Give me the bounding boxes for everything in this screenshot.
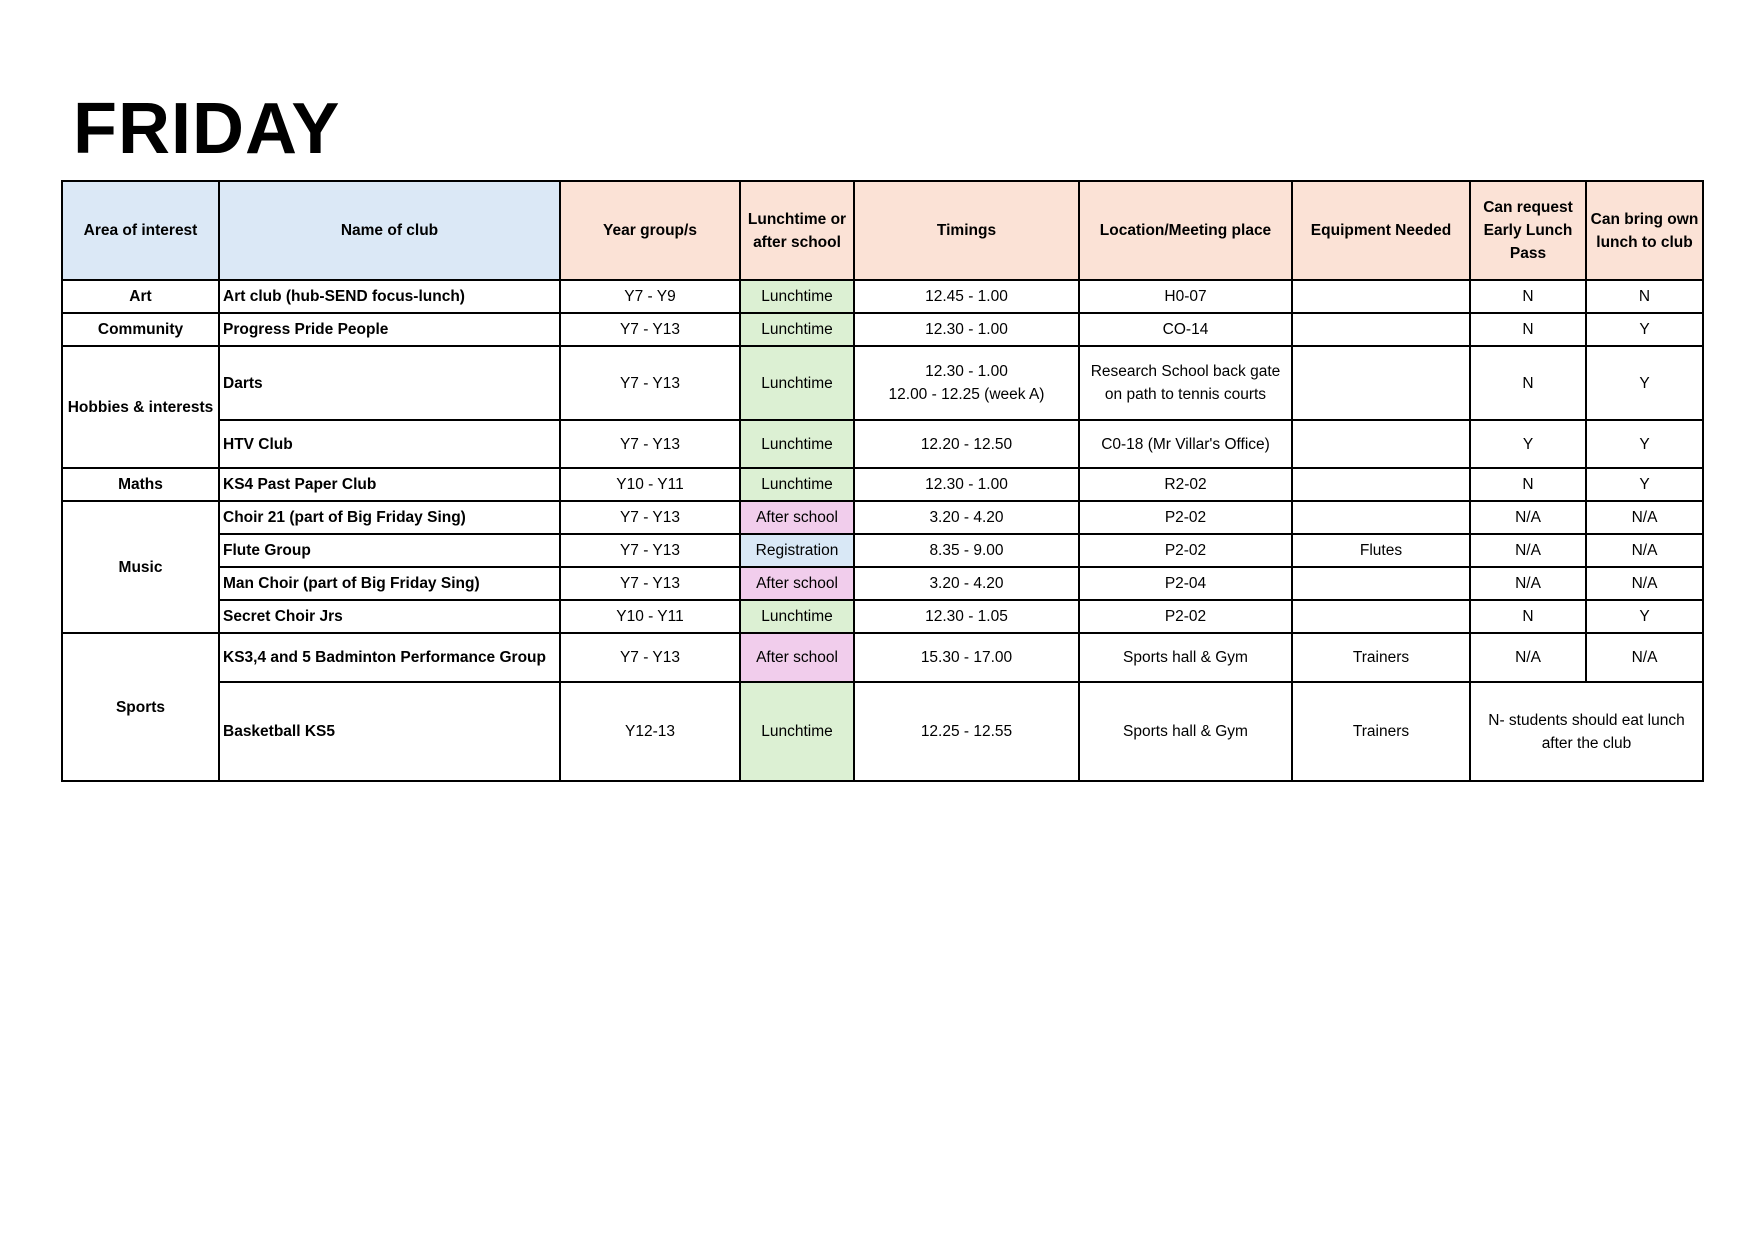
year-groups: Y10 - Y11 xyxy=(560,600,740,633)
equipment xyxy=(1292,501,1470,534)
area-cell: Art xyxy=(62,280,219,313)
header-early-lunch-pass: Can request Early Lunch Pass xyxy=(1470,181,1586,280)
own-lunch: N/A xyxy=(1586,501,1703,534)
table-row xyxy=(62,534,1703,567)
year-groups: Y10 - Y11 xyxy=(560,468,740,501)
early-lunch-pass: N xyxy=(1470,346,1586,420)
early-lunch-pass: Y xyxy=(1470,420,1586,468)
location: P2-02 xyxy=(1079,501,1292,534)
table-row xyxy=(62,468,1703,501)
early-lunch-pass: N xyxy=(1470,280,1586,313)
session-type: Lunchtime xyxy=(740,468,854,501)
early-lunch-pass: N/A xyxy=(1470,567,1586,600)
equipment: Trainers xyxy=(1292,633,1470,682)
club-name: Man Choir (part of Big Friday Sing) xyxy=(219,567,560,600)
own-lunch: Y xyxy=(1586,313,1703,346)
table-row xyxy=(62,346,1703,420)
location: Research School back gate on path to tennis courts xyxy=(1079,346,1292,420)
header-area: Area of interest xyxy=(62,181,219,280)
club-name: Secret Choir Jrs xyxy=(219,600,560,633)
equipment xyxy=(1292,567,1470,600)
session-type: After school xyxy=(740,501,854,534)
area-cell: Music xyxy=(62,501,219,633)
club-name: Darts xyxy=(219,346,560,420)
year-groups: Y7 - Y13 xyxy=(560,313,740,346)
club-name: HTV Club xyxy=(219,420,560,468)
early-lunch-pass: N/A xyxy=(1470,534,1586,567)
table-row xyxy=(62,313,1703,346)
year-groups: Y12-13 xyxy=(560,682,740,781)
session-type: Lunchtime xyxy=(740,682,854,781)
equipment xyxy=(1292,600,1470,633)
early-lunch-pass: N xyxy=(1470,600,1586,633)
equipment: Trainers xyxy=(1292,682,1470,781)
session-type: Lunchtime xyxy=(740,280,854,313)
own-lunch: N xyxy=(1586,280,1703,313)
own-lunch: Y xyxy=(1586,468,1703,501)
equipment: Flutes xyxy=(1292,534,1470,567)
page-title: FRIDAY xyxy=(73,89,341,169)
early-lunch-pass: N xyxy=(1470,468,1586,501)
location: P2-02 xyxy=(1079,600,1292,633)
club-name: Choir 21 (part of Big Friday Sing) xyxy=(219,501,560,534)
table-row xyxy=(62,567,1703,600)
session-type: Lunchtime xyxy=(740,600,854,633)
club-name: Progress Pride People xyxy=(219,313,560,346)
timings: 8.35 - 9.00 xyxy=(854,534,1079,567)
session-type: Lunchtime xyxy=(740,346,854,420)
timings: 15.30 - 17.00 xyxy=(854,633,1079,682)
location: P2-04 xyxy=(1079,567,1292,600)
year-groups: Y7 - Y13 xyxy=(560,534,740,567)
club-name: KS3,4 and 5 Badminton Performance Group xyxy=(219,633,560,682)
location: Sports hall & Gym xyxy=(1079,633,1292,682)
table-row xyxy=(62,600,1703,633)
location: P2-02 xyxy=(1079,534,1292,567)
session-type: After school xyxy=(740,633,854,682)
own-lunch: N/A xyxy=(1586,534,1703,567)
timings: 12.30 - 1.00 xyxy=(854,468,1079,501)
header-year-groups: Year group/s xyxy=(560,181,740,280)
table-row xyxy=(62,280,1703,313)
table-row xyxy=(62,501,1703,534)
year-groups: Y7 - Y9 xyxy=(560,280,740,313)
own-lunch: Y xyxy=(1586,420,1703,468)
equipment xyxy=(1292,468,1470,501)
header-location: Location/Meeting place xyxy=(1079,181,1292,280)
year-groups: Y7 - Y13 xyxy=(560,501,740,534)
timings: 12.20 - 12.50 xyxy=(854,420,1079,468)
header-equipment: Equipment Needed xyxy=(1292,181,1470,280)
year-groups: Y7 - Y13 xyxy=(560,420,740,468)
year-groups: Y7 - Y13 xyxy=(560,346,740,420)
location: C0-18 (Mr Villar's Office) xyxy=(1079,420,1292,468)
equipment xyxy=(1292,420,1470,468)
club-name: KS4 Past Paper Club xyxy=(219,468,560,501)
session-type: Registration xyxy=(740,534,854,567)
location: CO-14 xyxy=(1079,313,1292,346)
early-lunch-pass: N/A xyxy=(1470,633,1586,682)
clubs-table xyxy=(61,180,1704,782)
timings: 3.20 - 4.20 xyxy=(854,501,1079,534)
table-row xyxy=(62,633,1703,682)
area-cell: Maths xyxy=(62,468,219,501)
club-name: Flute Group xyxy=(219,534,560,567)
timings: 12.30 - 1.00 xyxy=(854,313,1079,346)
area-cell: Hobbies & interests xyxy=(62,346,219,468)
header-own-lunch: Can bring own lunch to club xyxy=(1586,181,1703,280)
own-lunch: N/A xyxy=(1586,567,1703,600)
equipment xyxy=(1292,313,1470,346)
own-lunch: Y xyxy=(1586,346,1703,420)
location: Sports hall & Gym xyxy=(1079,682,1292,781)
own-lunch: N/A xyxy=(1586,633,1703,682)
header-timings: Timings xyxy=(854,181,1079,280)
year-groups: Y7 - Y13 xyxy=(560,567,740,600)
own-lunch: Y xyxy=(1586,600,1703,633)
table-row xyxy=(62,682,1703,781)
equipment xyxy=(1292,346,1470,420)
club-name: Basketball KS5 xyxy=(219,682,560,781)
timings: 12.25 - 12.55 xyxy=(854,682,1079,781)
timings: 12.30 - 1.05 xyxy=(854,600,1079,633)
header-row xyxy=(62,181,1703,280)
session-type: Lunchtime xyxy=(740,420,854,468)
location: H0-07 xyxy=(1079,280,1292,313)
session-type: Lunchtime xyxy=(740,313,854,346)
location: R2-02 xyxy=(1079,468,1292,501)
timings: 3.20 - 4.20 xyxy=(854,567,1079,600)
early-lunch-pass: N xyxy=(1470,313,1586,346)
table-row xyxy=(62,420,1703,468)
timings: 12.45 - 1.00 xyxy=(854,280,1079,313)
area-cell: Community xyxy=(62,313,219,346)
equipment xyxy=(1292,280,1470,313)
area-cell: Sports xyxy=(62,633,219,781)
early-lunch-pass: N/A xyxy=(1470,501,1586,534)
timings: 12.30 - 1.00 12.00 - 12.25 (week A) xyxy=(854,346,1079,420)
session-type: After school xyxy=(740,567,854,600)
club-name: Art club (hub-SEND focus-lunch) xyxy=(219,280,560,313)
lunch-note: N- students should eat lunch after the club xyxy=(1470,682,1703,781)
header-club-name: Name of club xyxy=(219,181,560,280)
year-groups: Y7 - Y13 xyxy=(560,633,740,682)
header-lunchtime-or-after: Lunchtime or after school xyxy=(740,181,854,280)
